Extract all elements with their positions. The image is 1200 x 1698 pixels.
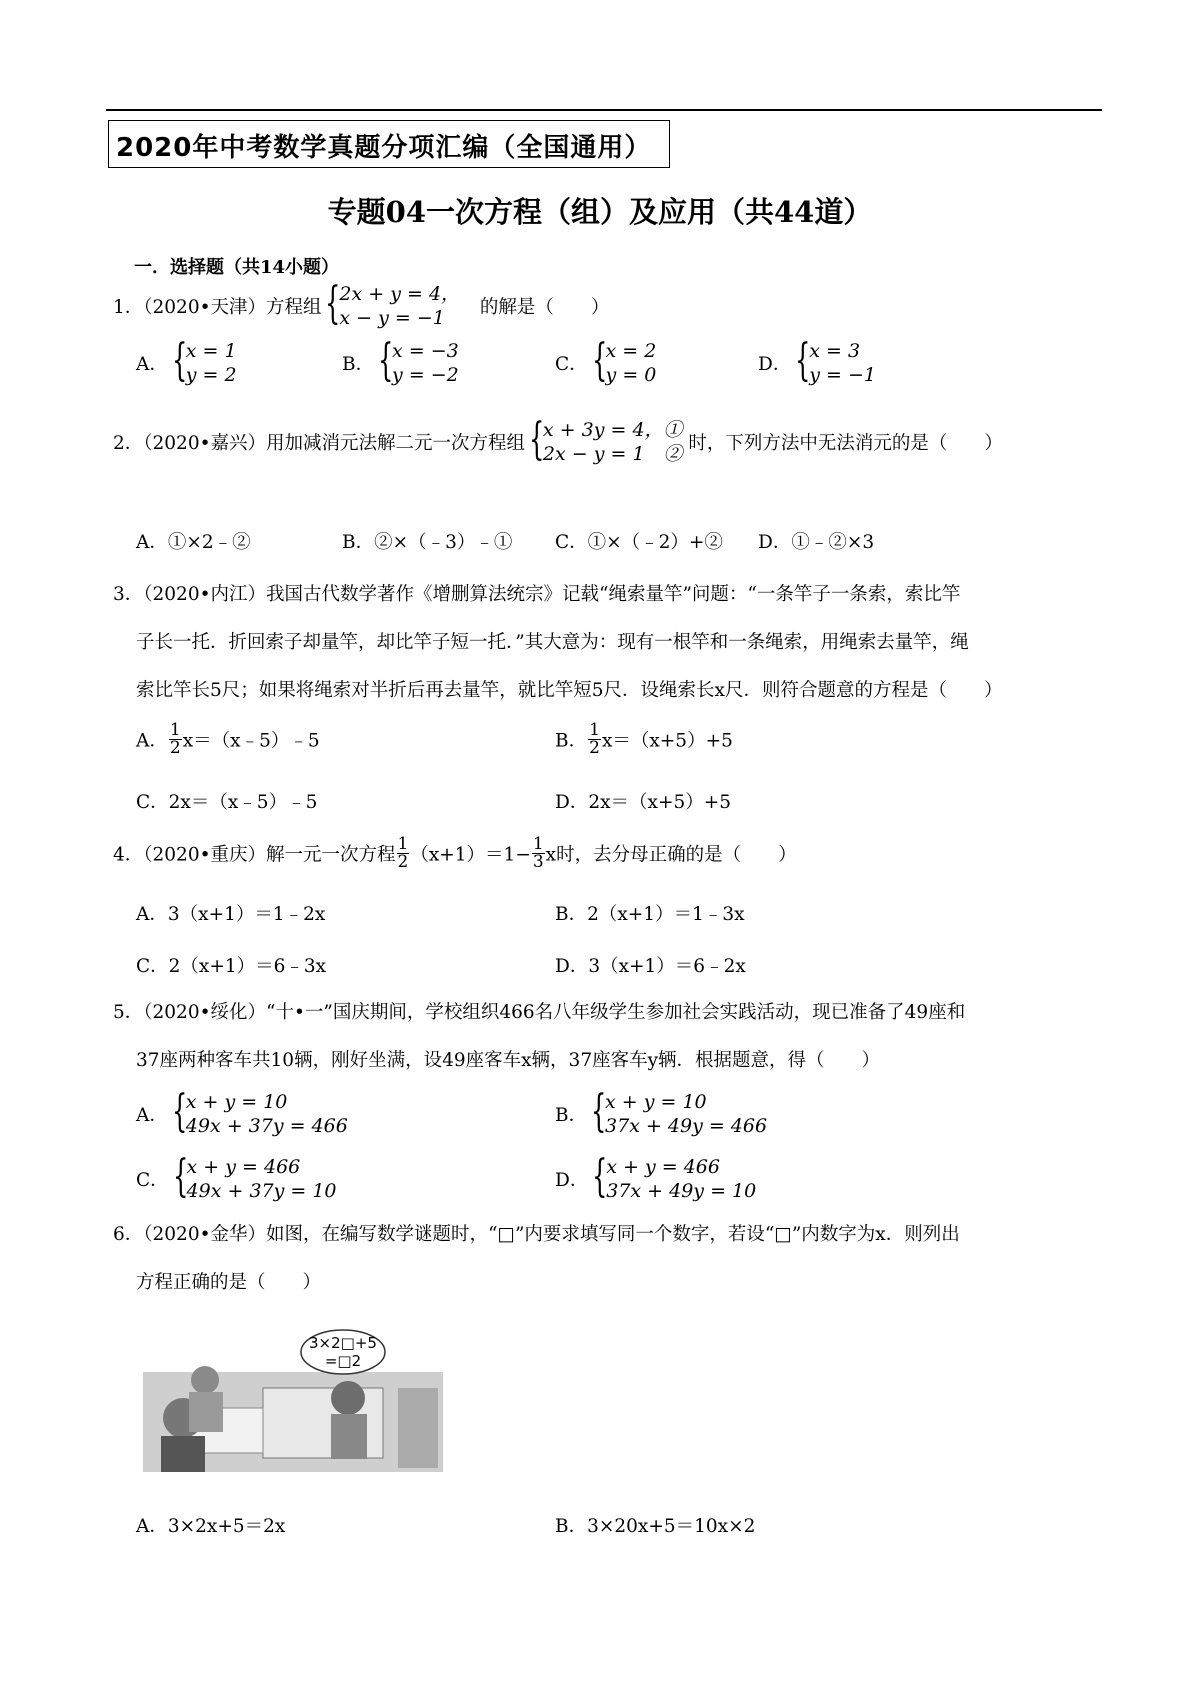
q6-line-1: 6．（2020•金华）如图，在编写数学谜题时，“□”内要求填写同一个数字，若设“□”内数字为x．则列出 [113, 1224, 960, 1245]
classroom-illustration [143, 1328, 448, 1476]
q3-option-b: B． $\frac{1}{2}$ x＝（x+5）+5 [555, 720, 733, 758]
q2-lead: 2．（2020•嘉兴）用加减消元法解二元一次方程组 [113, 433, 526, 454]
q3-line-1: 3．（2020•内江）我国古代数学著作《增删算法统宗》记载“绳索量竿”问题：“一条竿子一条索，索比竿 [113, 584, 961, 605]
document-title: 专题04一次方程（组）及应用（共44道） [327, 195, 873, 229]
q6-option-a: A．3×2x+5＝2x [136, 1516, 286, 1537]
q4-option-b: B．2（x+1）＝1﹣3x [555, 904, 745, 925]
question-4: 4．（2020•重庆）解一元一次方程 $\frac{1}{2}$ （x+1）＝1− $\frac{1}{3}$ x时，去分母正确的是（ ） [113, 834, 797, 872]
q5-line-1: 5．（2020•绥化）“十•一”国庆期间，学校组织466名八年级学生参加社会实践活动，现已准备了49座和 [113, 1002, 966, 1023]
q2-option-b: B．②×（﹣3）﹣① [342, 532, 513, 553]
q1-option-c: C． { x = 2 y = 0 [555, 335, 657, 386]
q2-option-d: D．①﹣②×3 [758, 532, 875, 553]
q2-tail: 时，下列方法中无法消元的是（ ） [688, 433, 1003, 454]
q2-option-a: A．①×2﹣② [136, 532, 251, 553]
q1-system: { 2x + y = 4， x − y = −1 [325, 278, 461, 329]
q6-option-b: B．3×20x+5＝10x×2 [555, 1516, 756, 1537]
q4-option-c: C．2（x+1）＝6﹣3x [136, 956, 327, 977]
q3-option-d: D．2x＝（x+5）+5 [555, 792, 732, 813]
q6-illustration [143, 1328, 448, 1476]
q6-line-2: 方程正确的是（ ） [136, 1272, 322, 1293]
q3-line-2: 子长一托．折回索子却量竿，却比竿子短一托．”其大意为：现有一根竿和一条绳索，用绳索去量竿，绳 [136, 632, 969, 653]
q1-lead: 1．（2020•天津）方程组 [113, 297, 322, 318]
q5-option-a: A． { x + y = 10 49x + 37y = 466 [136, 1086, 348, 1137]
question-1 [113, 278, 610, 330]
bubble-line-1: 3×2□+5 [309, 1334, 377, 1352]
q1-option-a: A． { x = 1 y = 2 [136, 335, 237, 386]
q5-option-c: C． { x + y = 466 49x + 37y = 10 [136, 1151, 337, 1202]
q2-option-c: C．①×（﹣2）+② [555, 532, 723, 553]
q2-system: { x + 3y = 4，① 2x − y = 1 ② [528, 414, 683, 465]
q3-line-3: 索比竿长5尺；如果将绳索对半折后再去量竿，就比竿短5尺．设绳索长x尺．则符合题意的方程是（ ） [136, 680, 1003, 701]
top-rule [106, 109, 1102, 111]
section-heading: 一．选择题（共14小题） [134, 257, 340, 278]
q5-option-b: B． { x + y = 10 37x + 49y = 466 [555, 1086, 768, 1137]
question-2 [113, 414, 1003, 466]
q1-option-b: B． { x = −3 y = −2 [342, 335, 459, 386]
q3-option-c: C．2x＝（x﹣5）﹣5 [136, 792, 318, 813]
bubble-line-2: =□2 [324, 1352, 362, 1370]
q3-option-a: A． $\frac{1}{2}$ x＝（x﹣5）﹣5 [136, 720, 320, 758]
series-title: 2020年中考数学真题分项汇编（全国通用） [116, 133, 652, 163]
q5-line-2: 37座两种客车共10辆，刚好坐满，设49座客车x辆，37座客车y辆．根据题意，得（ ） [136, 1050, 881, 1071]
q1-option-d: D． { x = 3 y = −1 [758, 335, 876, 386]
q4-option-a: A．3（x+1）＝1﹣2x [136, 904, 326, 925]
q5-option-d: D． { x + y = 466 37x + 49y = 10 [555, 1151, 757, 1202]
q1-tail: 的解是（ ） [479, 297, 610, 318]
q4-option-d: D．3（x+1）＝6﹣2x [555, 956, 746, 977]
